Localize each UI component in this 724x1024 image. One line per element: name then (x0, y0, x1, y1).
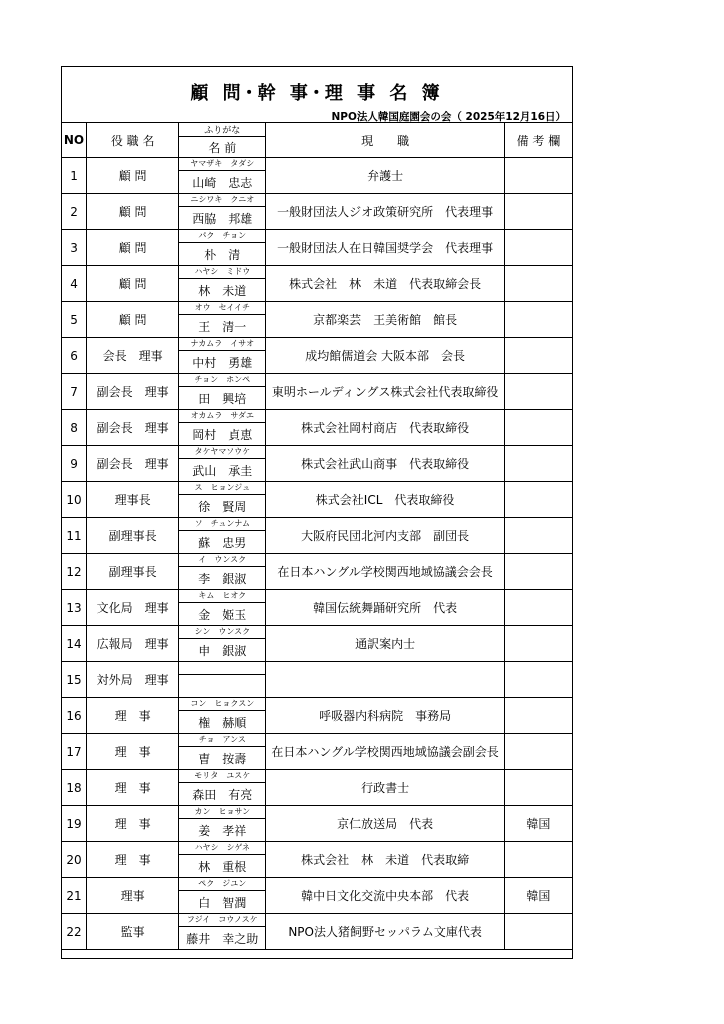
table-row (62, 878, 573, 891)
row-remarks (504, 482, 572, 518)
roster-table (61, 122, 573, 950)
table-row (62, 590, 573, 603)
row-role: 副会長 理事 (87, 446, 179, 482)
row-remarks (504, 734, 572, 770)
row-remarks (504, 230, 572, 266)
header-no: NO (62, 123, 87, 158)
header-name: 名 前 (179, 137, 266, 158)
header-furigana: ふりがな (179, 123, 266, 137)
row-furigana: タケヤマソウケ (179, 446, 266, 459)
row-furigana (179, 662, 266, 675)
table-row (62, 662, 573, 675)
row-role: 理事長 (87, 482, 179, 518)
row-role: 監事 (87, 914, 179, 950)
row-role: 対外局 理事 (87, 662, 179, 698)
row-number: 22 (62, 914, 87, 950)
row-role: 副会長 理事 (87, 374, 179, 410)
row-furigana: フジイ コウノスケ (179, 914, 266, 927)
table-row (62, 230, 573, 243)
row-remarks (504, 770, 572, 806)
row-role: 理 事 (87, 734, 179, 770)
row-name: 申 銀淑 (179, 639, 266, 662)
row-current-position: 韓中日文化交流中央本部 代表 (266, 878, 504, 914)
table-row (62, 842, 573, 855)
row-furigana: パク チョン (179, 230, 266, 243)
header-current: 現 職 (266, 123, 504, 158)
row-furigana: ソ チュンナム (179, 518, 266, 531)
row-furigana: ニシワキ クニオ (179, 194, 266, 207)
row-remarks (504, 914, 572, 950)
table-row (62, 158, 573, 171)
row-current-position: 行政書士 (266, 770, 504, 806)
row-name: 蘇 忠男 (179, 531, 266, 554)
row-role: 副理事長 (87, 518, 179, 554)
row-role: 顧 問 (87, 230, 179, 266)
row-number: 12 (62, 554, 87, 590)
row-name: 曺 按壽 (179, 747, 266, 770)
row-current-position: NPO法人猪飼野セッパラム文庫代表 (266, 914, 504, 950)
row-role: 理 事 (87, 698, 179, 734)
row-name: 田 興培 (179, 387, 266, 410)
header-row (62, 123, 573, 137)
row-name: 岡村 貞恵 (179, 423, 266, 446)
table-row (62, 554, 573, 567)
row-role: 顧 問 (87, 158, 179, 194)
row-furigana: モリタ ユスケ (179, 770, 266, 783)
row-number: 5 (62, 302, 87, 338)
row-role: 広報局 理事 (87, 626, 179, 662)
row-remarks (504, 302, 572, 338)
row-remarks (504, 158, 572, 194)
row-name: 林 重根 (179, 855, 266, 878)
row-name: 姜 孝祥 (179, 819, 266, 842)
row-current-position: 一般財団法人在日韓国奨学会 代表理事 (266, 230, 504, 266)
table-row (62, 446, 573, 459)
table-row (62, 302, 573, 315)
row-number: 3 (62, 230, 87, 266)
row-role: 顧 問 (87, 194, 179, 230)
row-current-position: 株式会社武山商事 代表取締役 (266, 446, 504, 482)
row-current-position: 京都楽芸 王美術館 館長 (266, 302, 504, 338)
row-furigana: キム ヒオク (179, 590, 266, 603)
header-role: 役 職 名 (87, 123, 179, 158)
row-name: 林 未道 (179, 279, 266, 302)
header-remarks: 備 考 欄 (504, 123, 572, 158)
document-title: 顧 問･幹 事･理 事 名 簿 (190, 83, 444, 104)
table-row (62, 266, 573, 279)
row-remarks (504, 590, 572, 626)
row-role: 理 事 (87, 842, 179, 878)
row-current-position: 一般財団法人ジオ政策研究所 代表理事 (266, 194, 504, 230)
row-current-position: 呼吸器内科病院 事務局 (266, 698, 504, 734)
row-number: 1 (62, 158, 87, 194)
row-remarks (504, 266, 572, 302)
row-name: 藤井 幸之助 (179, 927, 266, 950)
row-furigana: オカムラ サダエ (179, 410, 266, 423)
row-name: 森田 有亮 (179, 783, 266, 806)
row-number: 9 (62, 446, 87, 482)
table-row (62, 734, 573, 747)
row-number: 2 (62, 194, 87, 230)
row-name: 権 赫順 (179, 711, 266, 734)
row-remarks (504, 518, 572, 554)
row-current-position: 株式会社 林 未道 代表取締 (266, 842, 504, 878)
row-role: 顧 問 (87, 266, 179, 302)
table-row (62, 914, 573, 927)
row-remarks (504, 698, 572, 734)
row-number: 7 (62, 374, 87, 410)
row-current-position: 在日本ハングル学校関西地域協議会副会長 (266, 734, 504, 770)
row-number: 16 (62, 698, 87, 734)
row-current-position: 株式会社岡村商店 代表取締役 (266, 410, 504, 446)
row-remarks (504, 662, 572, 698)
table-row (62, 410, 573, 423)
table-row (62, 770, 573, 783)
row-furigana: チョン ホンペ (179, 374, 266, 387)
row-furigana: ハヤシ ミドウ (179, 266, 266, 279)
row-number: 11 (62, 518, 87, 554)
row-role: 文化局 理事 (87, 590, 179, 626)
row-furigana: イ ウンスク (179, 554, 266, 567)
row-number: 20 (62, 842, 87, 878)
row-name: 西脇 邦雄 (179, 207, 266, 230)
row-remarks (504, 374, 572, 410)
row-role: 副会長 理事 (87, 410, 179, 446)
row-name: 朴 清 (179, 243, 266, 266)
row-number: 17 (62, 734, 87, 770)
row-current-position (266, 662, 504, 698)
row-number: 10 (62, 482, 87, 518)
row-role: 会長 理事 (87, 338, 179, 374)
row-current-position: 通訳案内士 (266, 626, 504, 662)
row-number: 18 (62, 770, 87, 806)
row-number: 8 (62, 410, 87, 446)
row-remarks (504, 626, 572, 662)
row-furigana: オウ セイイチ (179, 302, 266, 315)
table-row (62, 806, 573, 819)
roster-sheet (61, 66, 573, 959)
row-role: 理事 (87, 878, 179, 914)
row-current-position: 韓国伝統舞踊研究所 代表 (266, 590, 504, 626)
row-furigana: ス ヒョンジュ (179, 482, 266, 495)
row-remarks (504, 338, 572, 374)
row-furigana: ハヤシ シゲネ (179, 842, 266, 855)
row-name (179, 675, 266, 698)
row-remarks (504, 410, 572, 446)
row-current-position: 京仁放送局 代表 (266, 806, 504, 842)
row-name: 白 智潤 (179, 891, 266, 914)
row-furigana: チョ アンス (179, 734, 266, 747)
row-number: 19 (62, 806, 87, 842)
row-role: 理 事 (87, 770, 179, 806)
row-furigana: ペク ジユン (179, 878, 266, 891)
row-current-position: 東明ホールディングス株式会社代表取締役 (266, 374, 504, 410)
row-name: 王 清一 (179, 315, 266, 338)
organization-date: NPO法人韓国庭園会の会（ 2025年12月16日） (331, 111, 566, 123)
table-row (62, 518, 573, 531)
row-number: 15 (62, 662, 87, 698)
table-row (62, 698, 573, 711)
row-number: 4 (62, 266, 87, 302)
row-number: 13 (62, 590, 87, 626)
row-role: 顧 問 (87, 302, 179, 338)
row-remarks: 韓国 (504, 878, 572, 914)
table-row (62, 338, 573, 351)
row-furigana: シン ウンスク (179, 626, 266, 639)
row-remarks (504, 446, 572, 482)
row-furigana: コン ヒョクスン (179, 698, 266, 711)
table-row (62, 482, 573, 495)
row-remarks (504, 554, 572, 590)
table-row (62, 374, 573, 387)
row-furigana: ナカムラ イサオ (179, 338, 266, 351)
row-number: 21 (62, 878, 87, 914)
row-role: 副理事長 (87, 554, 179, 590)
row-name: 李 銀淑 (179, 567, 266, 590)
row-remarks (504, 842, 572, 878)
row-current-position: 成均館儒道会 大阪本部 会長 (266, 338, 504, 374)
row-furigana: カン ヒョサン (179, 806, 266, 819)
row-current-position: 弁護士 (266, 158, 504, 194)
row-current-position: 株式会社 林 未道 代表取締会長 (266, 266, 504, 302)
row-number: 14 (62, 626, 87, 662)
row-name: 山崎 忠志 (179, 171, 266, 194)
row-furigana: ヤマザキ タダシ (179, 158, 266, 171)
row-name: 徐 賢周 (179, 495, 266, 518)
row-remarks: 韓国 (504, 806, 572, 842)
row-name: 金 姫玉 (179, 603, 266, 626)
row-name: 武山 承圭 (179, 459, 266, 482)
row-number: 6 (62, 338, 87, 374)
row-current-position: 在日本ハングル学校関西地域協議会会長 (266, 554, 504, 590)
row-name: 中村 勇雄 (179, 351, 266, 374)
row-current-position: 大阪府民団北河内支部 副団長 (266, 518, 504, 554)
row-role: 理 事 (87, 806, 179, 842)
roster-body (62, 123, 573, 950)
table-row (62, 626, 573, 639)
row-remarks (504, 194, 572, 230)
table-row (62, 194, 573, 207)
row-current-position: 株式会社ICL 代表取締役 (266, 482, 504, 518)
